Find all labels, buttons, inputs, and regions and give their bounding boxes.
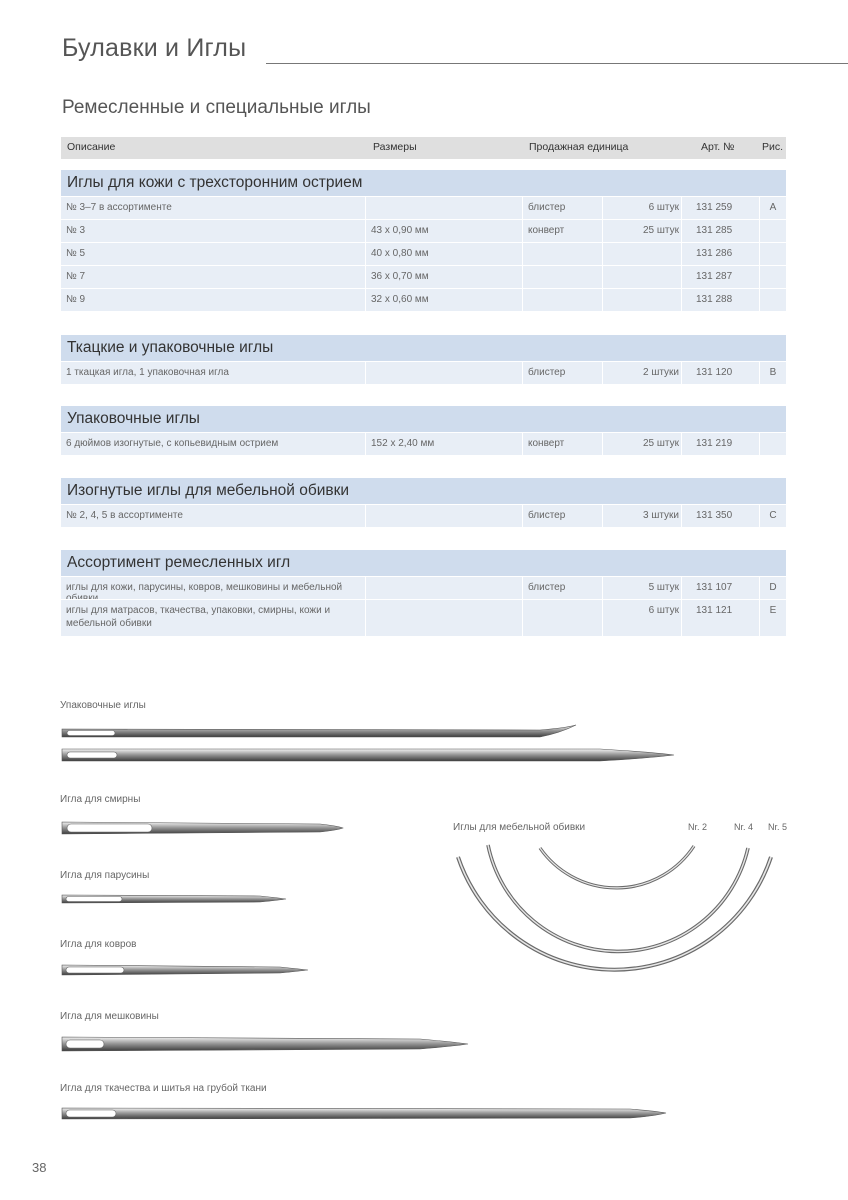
carpet-needle-icon	[62, 965, 308, 975]
cell-article: 131 288	[682, 289, 760, 311]
cell-article: 131 107	[682, 577, 760, 599]
label-smyrna-needle: Игла для смирны	[60, 794, 141, 805]
cell-description: иглы для матрасов, ткачества, упаковки, смирны, кожи и мебельной обивки	[61, 600, 366, 636]
column-description: Описание	[67, 141, 116, 153]
canvas-needle-icon	[62, 895, 286, 903]
column-figure: Рис.	[762, 141, 784, 153]
group-title: Упаковочные иглы	[61, 406, 786, 432]
column-article: Арт. №	[701, 141, 735, 153]
cell-unit: блистер	[523, 362, 603, 384]
group-title: Ассортимент ремесленных игл	[61, 550, 786, 576]
group-title: Ткацкие и упаковочные иглы	[61, 335, 786, 361]
burlap-needle-icon	[62, 1037, 468, 1051]
smyrna-needle-icon	[62, 822, 343, 834]
cell-article: 131 120	[682, 362, 760, 384]
cell-figure: B	[769, 367, 777, 378]
group-title: Иглы для кожи с трехсторонним острием	[61, 170, 786, 196]
cell-article: 131 286	[682, 243, 760, 265]
cell-quantity: 6 штук	[603, 600, 682, 636]
cell-unit: блистер	[523, 577, 603, 599]
packing-needle-straight-icon	[62, 749, 674, 761]
cell-size: 43 x 0,90 мм	[366, 220, 523, 242]
packing-needle-curved-icon	[62, 725, 576, 737]
cell-description: № 9	[61, 289, 366, 311]
cell-size: 152 x 2,40 мм	[366, 433, 523, 455]
cell-unit: блистер	[523, 505, 603, 527]
group-title: Изогнутые иглы для мебельной обивки	[61, 478, 786, 504]
label-nr2: Nr. 2	[688, 822, 708, 832]
cell-figure: D	[769, 582, 777, 593]
cell-unit: блистер	[523, 197, 603, 219]
column-sizes: Размеры	[373, 141, 417, 153]
label-burlap-needle: Игла для мешковины	[60, 1011, 159, 1022]
cell-figure: E	[769, 605, 777, 616]
cell-article: 131 287	[682, 266, 760, 288]
column-unit: Продажная единица	[529, 141, 629, 153]
label-weaving-needle: Игла для ткачества и шитья на грубой ткани	[60, 1083, 267, 1094]
cell-quantity: 6 штук	[603, 197, 682, 219]
cell-quantity: 25 штук	[603, 433, 682, 455]
cell-description: 1 ткацкая игла, 1 упаковочная игла	[61, 362, 366, 384]
cell-quantity: 3 штуки	[603, 505, 682, 527]
cell-description: № 2, 4, 5 в ассортименте	[61, 505, 366, 527]
cell-figure: A	[769, 202, 777, 213]
cell-unit: конверт	[523, 433, 603, 455]
cell-description: 6 дюймов изогнутые, с копьевидным острием	[61, 433, 366, 455]
cell-article: 131 285	[682, 220, 760, 242]
cell-description: № 3	[61, 220, 366, 242]
cell-description: иглы для кожи, парусины, ковров, мешковины и мебельной	[61, 577, 366, 599]
cell-size: 32 x 0,60 мм	[366, 289, 523, 311]
cell-article: 131 259	[682, 197, 760, 219]
cell-quantity: 2 штуки	[603, 362, 682, 384]
label-carpet-needle: Игла для ковров	[60, 939, 137, 950]
weaving-needle-icon	[62, 1108, 666, 1119]
cell-size: 36 x 0,70 мм	[366, 266, 523, 288]
label-canvas-needle: Игла для парусины	[60, 870, 150, 881]
label-nr5: Nr. 5	[768, 822, 788, 832]
cell-article: 131 350	[682, 505, 760, 527]
cell-size: 40 x 0,80 мм	[366, 243, 523, 265]
cell-description: № 5	[61, 243, 366, 265]
section-subtitle: Ремесленные и специальные иглы	[62, 97, 371, 118]
cell-description: № 7	[61, 266, 366, 288]
label-nr4: Nr. 4	[734, 822, 754, 832]
cell-description: № 3–7 в ассортименте	[61, 197, 366, 219]
label-upholstery-needles: Иглы для мебельной обивки	[453, 822, 586, 833]
page-title: Булавки и Иглы	[62, 34, 247, 62]
cell-article: 131 121	[682, 600, 760, 636]
cell-figure: C	[769, 510, 777, 521]
curved-upholstery-needles-icon	[458, 845, 771, 970]
cell-unit: конверт	[523, 220, 603, 242]
cell-quantity: 25 штук	[603, 220, 682, 242]
page-number: 38	[32, 1160, 47, 1175]
cell-quantity: 5 штук	[603, 577, 682, 599]
curved-needle-nr2-icon	[540, 846, 694, 888]
curved-needle-nr4-icon	[488, 845, 748, 951]
label-packing-needles: Упаковочные иглы	[60, 700, 146, 711]
cell-article: 131 219	[682, 433, 760, 455]
